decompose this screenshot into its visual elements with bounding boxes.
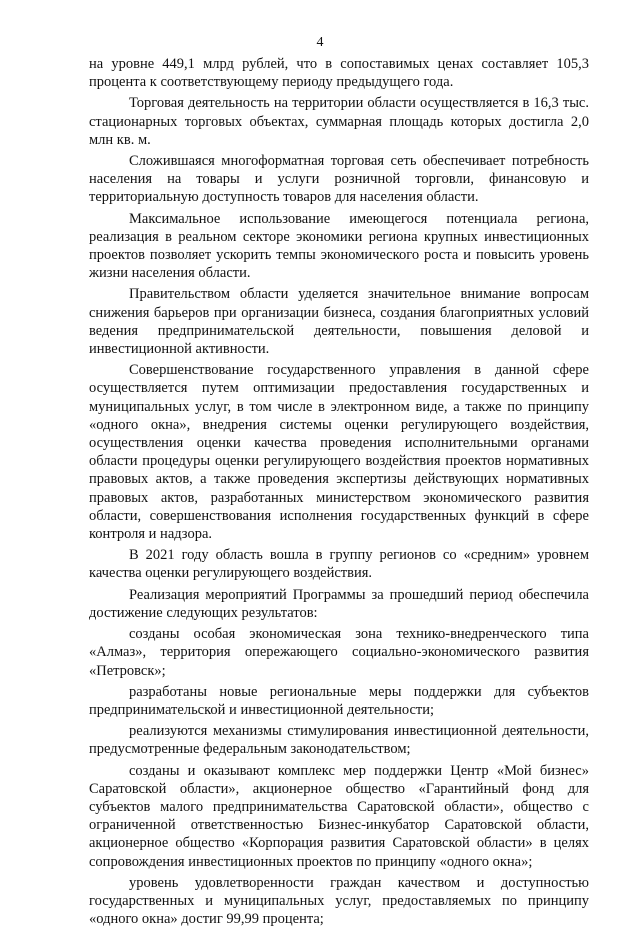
list-item: разработаны новые региональные меры поддержки для субъектов предпринимательской и инвестиционной деятельности; <box>89 683 589 718</box>
paragraph: В 2021 году область вошла в группу регионов со «средним» уровнем качества оценки регулирующего воздействия. <box>89 547 589 582</box>
paragraph: Торговая деятельность на территории области осуществляется в 16,3 тыс. стационарных торговых объектах, суммарная площадь которых достигла 2,0 млн кв. м. <box>89 95 589 148</box>
paragraph: Правительством области уделяется значительное внимание вопросам снижения барьеров при организации бизнеса, создания благоприятных условий ведения предпринимательской деятельности, повышения деловой и инвестиционной активности. <box>89 286 589 358</box>
list-item: реализуются механизмы стимулирования инвестиционной деятельности, предусмотренные федеральным законодательством; <box>89 723 589 758</box>
list-item: созданы и оказывают комплекс мер поддержки Центр «Мой бизнес» Саратовской области», акционерное общество «Гарантийный фонд для субъектов малого предпринимательства Саратовской области», общество с ограниченной ответственностью Бизнес-инкубатор Саратовской области, акционерное общество «Корпорация развития Саратовской области» в целях сопровождения инвестиционных проектов по принципу «одного окна»; <box>89 762 589 870</box>
list-item: уровень удовлетворенности граждан качеством и доступностью государственных и муниципальных услуг, предоставляемых по принципу «одного окна» достиг 99,99 процента; <box>89 874 589 928</box>
list-item: созданы особая экономическая зона технико-внедренческого типа «Алмаз», территория опережающего социально-экономического развития «Петровск»; <box>89 626 589 679</box>
paragraph: Максимальное использование имеющегося потенциала региона, реализация в реальном секторе экономики региона крупных инвестиционных проектов позволяет ускорить темпы экономического роста и повысить уровень жизни населения области. <box>89 210 589 282</box>
paragraph: Совершенствование государственного управления в данной сфере осуществляется путем оптимизации предоставления государственных и муниципальных услуг, в том числе в электронном виде, а также по принципу «одного окна», внедрения системы оценки регулирующего воздействия, осуществления оценки качества проведения исполнительными органами области процедуры оценки регулирующего воздействия проектов нормативных правовых актов, а также проведения экспертизы действующих нормативных правовых актов, разработанных министерством экономического развития области, совершенствования исполнения государственных функций в сфере контроля и надзора. <box>89 362 589 543</box>
paragraph: на уровне 449,1 млрд рублей, что в сопоставимых ценах составляет 105,3 процента к соответствующему периоду предыдущего года. <box>89 56 589 91</box>
paragraph: Реализация мероприятий Программы за прошедший период обеспечила достижение следующих результатов: <box>89 586 589 621</box>
page-number: 4 <box>316 35 324 50</box>
document-body <box>89 55 589 931</box>
paragraph: Сложившаяся многоформатная торговая сеть обеспечивает потребность населения на товары и услуги розничной торговли, финансовую и территориальную доступность товаров для населения области. <box>89 153 589 206</box>
